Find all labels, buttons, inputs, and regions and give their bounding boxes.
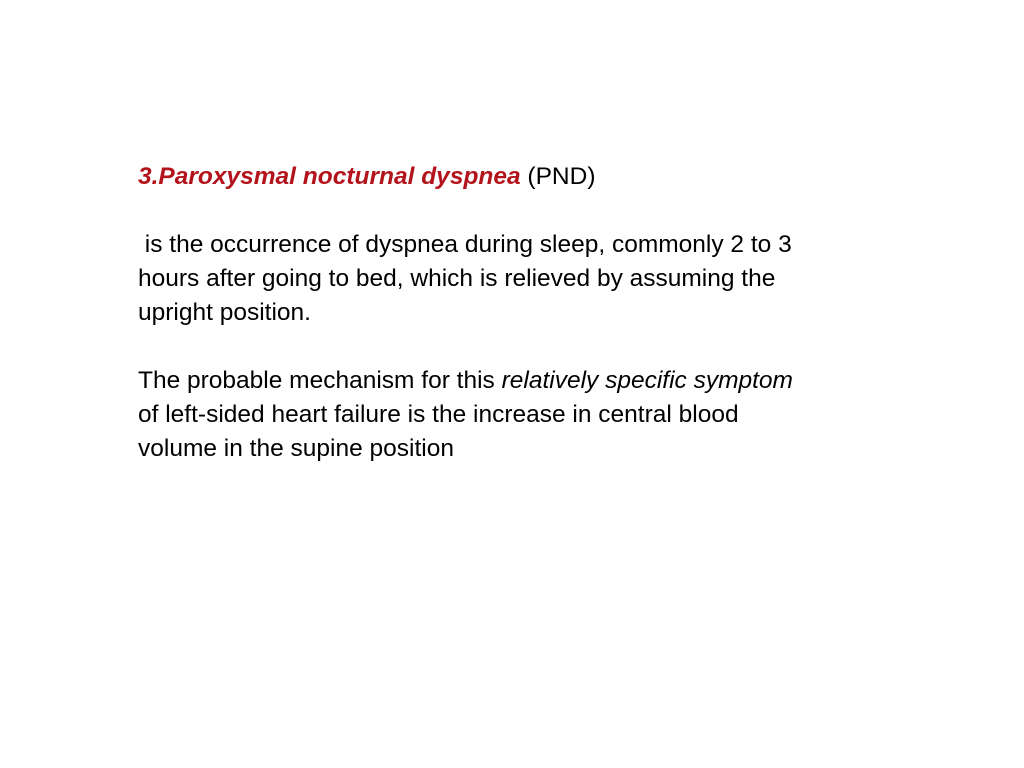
definition-line-3: upright position. (138, 299, 311, 326)
definition-line-2: hours after going to bed, which is relieved by assuming the (138, 265, 776, 292)
heading-line (138, 160, 918, 194)
mechanism-prefix: The probable mechanism for this (138, 367, 502, 394)
definition-line-1: is the occurrence of dyspnea during sleep, commonly 2 to 3 (138, 231, 792, 258)
mechanism-line-1 (138, 364, 918, 398)
heading-term: 3.Paroxysmal nocturnal dyspnea (138, 163, 521, 190)
blank-line (138, 194, 918, 228)
slide-body (138, 160, 918, 466)
heading-abbreviation: (PND) (520, 163, 596, 190)
blank-line (138, 330, 918, 364)
mechanism-emphasis: relatively specific symptom (501, 367, 793, 394)
mechanism-line-2: of left-sided heart failure is the increase in central blood (138, 401, 739, 428)
mechanism-line-3: volume in the supine position (138, 435, 454, 462)
